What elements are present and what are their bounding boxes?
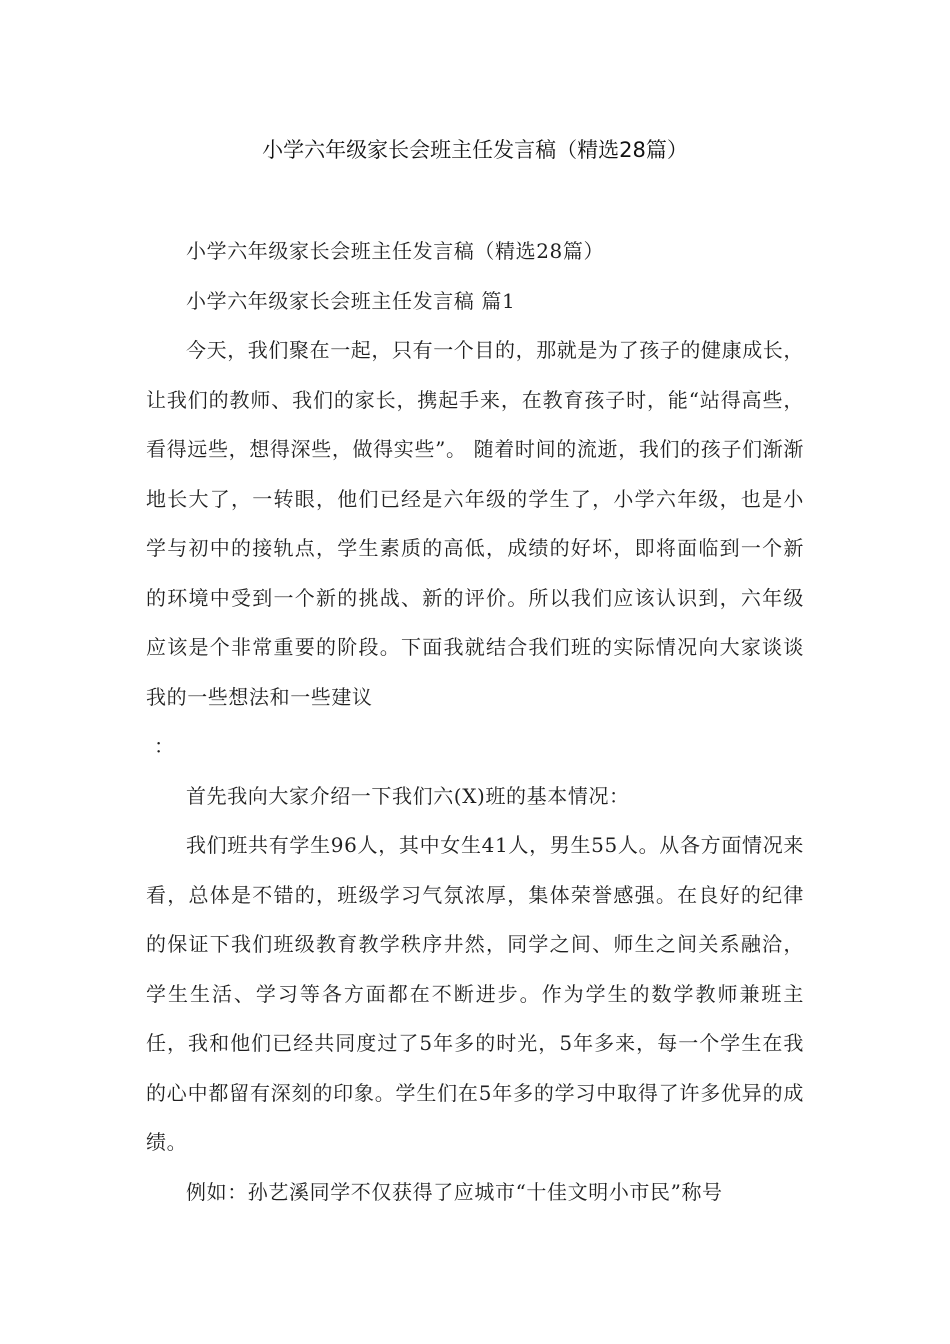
section-heading: 小学六年级家长会班主任发言稿 篇1: [186, 288, 516, 313]
document-body: [146, 227, 804, 1217]
body-paragraph-1: 今天，我们聚在一起，只有一个目的，那就是为了孩子的健康成长，让我们的教师、我们的家长，携起手来，在教育孩子时，能“站得高些，看得远些，想得深些，做得实些”。 随着时间的流逝，我们的孩子们渐渐地长大了，一转眼，他们已经是六年级的学生了，小学六年级，也是小学与初中的接轨点，学生素质的高低，成绩的好坏，即将面临到一个新的环境中受到一个新的挑战、新的评价。所以我们应该认识到，六年级应该是个非常重要的阶段。下面我就结合我们班的实际情况向大家谈谈我的一些想法和一些建议: [146, 338, 804, 709]
body-paragraph-3: 我们班共有学生96人，其中女生41人，男生55人。从各方面情况来看，总体是不错的，班级学习气氛浓厚，集体荣誉感强。在良好的纪律的保证下我们班级教育教学秩序井然，同学之间、师生之间关系融洽，学生生活、学习等各方面都在不断进步。作为学生的数学教师兼班主任，我和他们已经共同度过了5年多的时光，5年多来，每一个学生在我的心中都留有深刻的印象。学生们在5年多的学习中取得了许多优异的成绩。: [146, 833, 804, 1154]
body-paragraph-colon: ：: [154, 734, 175, 758]
body-paragraph-2: 首先我向大家介绍一下我们六(X)班的基本情况：: [186, 783, 630, 808]
subtitle-paragraph: 小学六年级家长会班主任发言稿（精选28篇）: [186, 239, 605, 263]
document-title: 小学六年级家长会班主任发言稿（精选28篇）: [262, 138, 688, 162]
body-paragraph-4: 例如：孙艺溪同学不仅获得了应城市“十佳文明小市民”称号: [186, 1179, 723, 1204]
